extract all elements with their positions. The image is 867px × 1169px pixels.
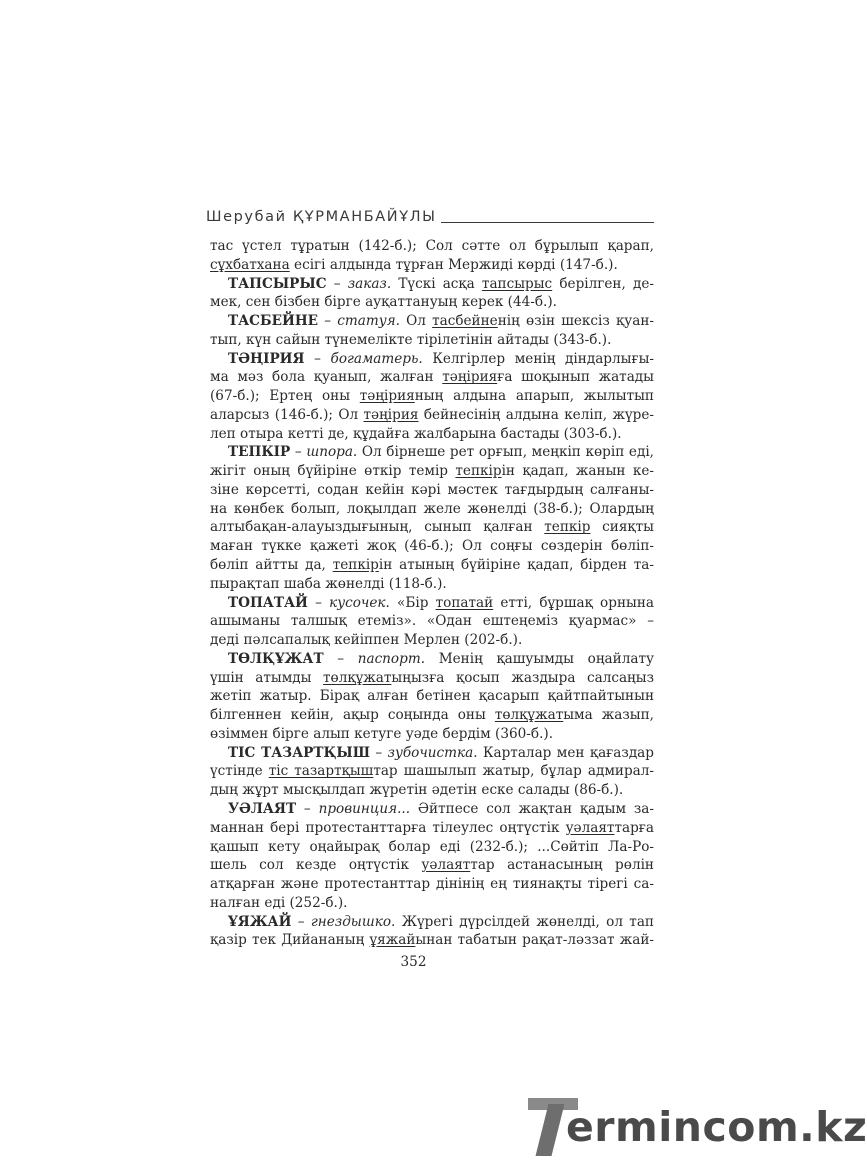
text-run: Карталар мен қағаздар xyxy=(477,744,654,761)
text-line xyxy=(210,762,654,781)
dictionary-text xyxy=(210,237,654,950)
text-run: – xyxy=(318,313,338,330)
headword: ТӘҢІРИЯ xyxy=(228,350,305,367)
headword: ТЕПКІР xyxy=(228,444,291,461)
text-run: деді пәлсапалық кейіппен Мерлен (202-б.). xyxy=(210,632,523,649)
page-number: 352 xyxy=(400,954,427,970)
text-line xyxy=(210,931,654,950)
text-line xyxy=(210,350,654,369)
text-run: маған түкке қажеті жоқ (46-б.); Ол соңғы сөздерін бөліп- xyxy=(210,538,654,555)
underlined-term: төлқұжат xyxy=(494,707,564,724)
headword: ТАСБЕЙНЕ xyxy=(228,313,319,330)
text-run: ма мәз бола қуанып, жалған xyxy=(210,369,443,386)
author-name: Шерубай ҚҰРМАНБАЙҰЛЫ xyxy=(206,209,437,225)
text-run: – xyxy=(290,444,307,461)
text-run: – xyxy=(369,744,388,761)
text-line xyxy=(210,575,654,594)
text-run: Жүрегі дүрсілдей жөнелді, ол тап xyxy=(395,913,654,930)
logo-t-stem xyxy=(536,1104,565,1156)
translation: богаматерь. xyxy=(330,350,423,367)
text-line xyxy=(210,800,654,819)
text-line xyxy=(210,275,654,294)
underlined-term: тәңірия xyxy=(359,388,415,405)
underlined-term: тепкір xyxy=(332,557,379,574)
text-run: – xyxy=(307,594,330,611)
headword: ТӨЛҚҰЖАТ xyxy=(228,650,324,667)
text-line xyxy=(210,406,654,425)
text-run: үшін атымды xyxy=(210,669,324,686)
translation: провинция... xyxy=(318,800,411,817)
termincom-logo xyxy=(528,1094,867,1160)
text-run: – xyxy=(291,913,311,930)
text-run: Әйтпесе сол жақтан қадым за- xyxy=(410,800,654,817)
underlined-term: уәлаят xyxy=(565,819,615,836)
underlined-term: тасбейне xyxy=(432,313,498,330)
text-run: «Бір xyxy=(389,594,436,611)
underlined-term: уәлаят xyxy=(421,857,471,874)
text-run: – xyxy=(326,275,348,292)
header-rule xyxy=(441,222,654,223)
text-run: қашып кету оңайырақ болар еді (232-б.); ...Сөйтіп Ла-Ро- xyxy=(210,838,654,855)
underlined-term: тәңірия xyxy=(363,406,419,423)
text-run: нің өзін шексіз қуан- xyxy=(497,313,654,330)
text-run: ін атының бүйіріне қадап, бірден та- xyxy=(378,557,654,574)
text-line xyxy=(210,913,654,932)
running-header xyxy=(206,208,654,226)
headword: ТІС ТАЗАРТҚЫШ xyxy=(228,744,370,761)
text-run: алтыбақан-алауыздығының, сынып қалған xyxy=(210,519,545,536)
text-line xyxy=(210,331,654,350)
translation: статуя. xyxy=(337,313,400,330)
text-run: аларсыз (146-б.); Ол xyxy=(210,406,364,423)
text-line xyxy=(210,425,654,444)
text-line xyxy=(210,706,654,725)
text-run: Келгірлер менің діндарлығы- xyxy=(422,350,654,367)
translation: гнездышко. xyxy=(310,913,396,930)
text-run: ыңызға қосып жаздыра салсаңыз xyxy=(391,669,655,686)
text-line xyxy=(210,594,654,613)
text-run: зіне көрсетті, содан кейін кәрі мәстек тағдырдың салғаны- xyxy=(210,481,654,498)
text-line xyxy=(210,687,654,706)
text-run: қазір тек Дийананың xyxy=(210,932,370,949)
text-line xyxy=(210,838,654,857)
text-run: бөліп айтты да, xyxy=(210,557,333,574)
logo-text: ermincom.kz xyxy=(566,1103,867,1151)
text-run: ға шоқынып жатады xyxy=(497,369,654,386)
text-run: – xyxy=(304,350,331,367)
text-run: жігіт оның бүйіріне өткір темір xyxy=(210,463,456,480)
text-line xyxy=(210,368,654,387)
text-line xyxy=(210,293,654,312)
text-run: тар астанасының рөлін xyxy=(470,857,654,874)
text-run: Ол бірнеше рет орғып, меңкіп көріп еді, xyxy=(357,444,654,461)
text-run: берілген, де- xyxy=(552,275,654,292)
text-line xyxy=(210,744,654,763)
underlined-term: тапсырыс xyxy=(481,275,553,292)
text-line xyxy=(210,387,654,406)
underlined-term: топатай xyxy=(435,594,494,611)
underlined-term: тепкір xyxy=(544,519,591,536)
text-run: ның алдына апарып, жылытып xyxy=(414,388,654,405)
underlined-term: ұяжай xyxy=(369,932,416,949)
text-line xyxy=(210,518,654,537)
text-line xyxy=(210,856,654,875)
text-run: жетіп жатыр. Бірақ алған бетінен қасарып қайтпайтынын xyxy=(210,688,654,705)
text-run: налған еді (252-б.). xyxy=(210,894,348,911)
underlined-term: тәңірия xyxy=(442,369,498,386)
text-run: есігі алдында тұрған Мержиді көрді (147-б.). xyxy=(289,256,618,273)
text-line xyxy=(210,443,654,462)
translation: заказ. xyxy=(347,275,392,292)
headword: ҰЯЖАЙ xyxy=(228,913,292,930)
text-line xyxy=(210,312,654,331)
text-run: (67-б.); Ертең оны xyxy=(210,388,360,405)
text-run: етті, бұршақ орнына xyxy=(493,594,654,611)
text-run: шель сол кезде оңтүстік xyxy=(210,857,422,874)
text-run: ынан табатын рақат-ләззат жай- xyxy=(415,932,654,949)
text-line xyxy=(210,500,654,519)
translation: кусочек. xyxy=(329,594,390,611)
text-line xyxy=(210,875,654,894)
text-line xyxy=(210,650,654,669)
underlined-term: төлқұжат xyxy=(323,669,392,686)
underlined-term: тіс тазартқыш xyxy=(268,763,374,780)
text-run: өзіммен бірге алып кетуге уәде бердім (360-б.). xyxy=(210,725,554,742)
text-line xyxy=(210,556,654,575)
text-line xyxy=(210,819,654,838)
text-line xyxy=(210,462,654,481)
text-line xyxy=(210,781,654,800)
text-line xyxy=(210,894,654,913)
text-run: дың жұрт мысқылдап жүретін әдетін еске салады (86-б.). xyxy=(210,782,624,799)
underlined-term: сұхбатхана xyxy=(210,256,290,273)
text-line xyxy=(210,237,654,256)
text-line xyxy=(210,481,654,500)
text-line xyxy=(210,725,654,744)
text-run: атқарған және протестанттар дінінің ең тиянақты тірегі са- xyxy=(210,876,654,893)
translation: зубочистка. xyxy=(387,744,478,761)
text-run: тарға xyxy=(614,819,654,836)
text-run: Менің қашуымды оңайлату xyxy=(425,650,654,667)
text-run: тас үстел тұратын (142-б.); Сол сәтте ол бұрылып қарап, xyxy=(210,238,654,254)
text-run: на көнбек болып, лоқылдап желе жөнелді (38-б.); Олардың xyxy=(210,500,654,517)
text-run: тар шашылып жатыр, бұлар адмирал- xyxy=(373,763,654,780)
text-line xyxy=(210,669,654,688)
headword: ТАПСЫРЫС xyxy=(228,275,327,292)
text-run: үстінде xyxy=(210,763,269,780)
text-run: маннан бері протестанттарға тілеулес оңтүстік xyxy=(210,819,566,836)
text-line xyxy=(210,612,654,631)
text-run: ыма жазып, xyxy=(563,707,654,724)
text-line xyxy=(210,537,654,556)
headword: УӘЛАЯТ xyxy=(228,800,297,817)
text-run: ін қадап, жанын ке- xyxy=(501,463,654,480)
text-run: пырақтап шаба жөнелді (118-б.). xyxy=(210,575,447,592)
text-line xyxy=(210,256,654,275)
text-run: Түскі асқа xyxy=(391,275,482,292)
translation: паспорт. xyxy=(357,650,426,667)
translation: шпора. xyxy=(306,444,358,461)
underlined-term: тепкір xyxy=(455,463,502,480)
text-run: – xyxy=(296,800,319,817)
headword: ТОПАТАЙ xyxy=(228,594,308,611)
text-line xyxy=(210,631,654,650)
text-run: мек, сен бізбен бірге ауқаттануың керек (44-б.). xyxy=(210,294,558,311)
text-run: леп отыра кетті де, құдайға жалбарына бастады (303-б.). xyxy=(210,425,622,442)
text-run: – xyxy=(323,650,358,667)
text-run: сияқты xyxy=(590,519,654,536)
text-run: ашыманы талшық етеміз». «Одан ештеңеміз қуармас» – xyxy=(210,613,654,630)
text-run: Ол xyxy=(399,313,433,330)
text-run: бейнесінің алдына келіп, жүре- xyxy=(418,406,654,423)
text-run: тып, күн сайын түнемелікте тірілетінін айтады (343-б.). xyxy=(210,331,612,348)
text-run: білгеннен кейін, ақыр соңында оны xyxy=(210,707,495,724)
